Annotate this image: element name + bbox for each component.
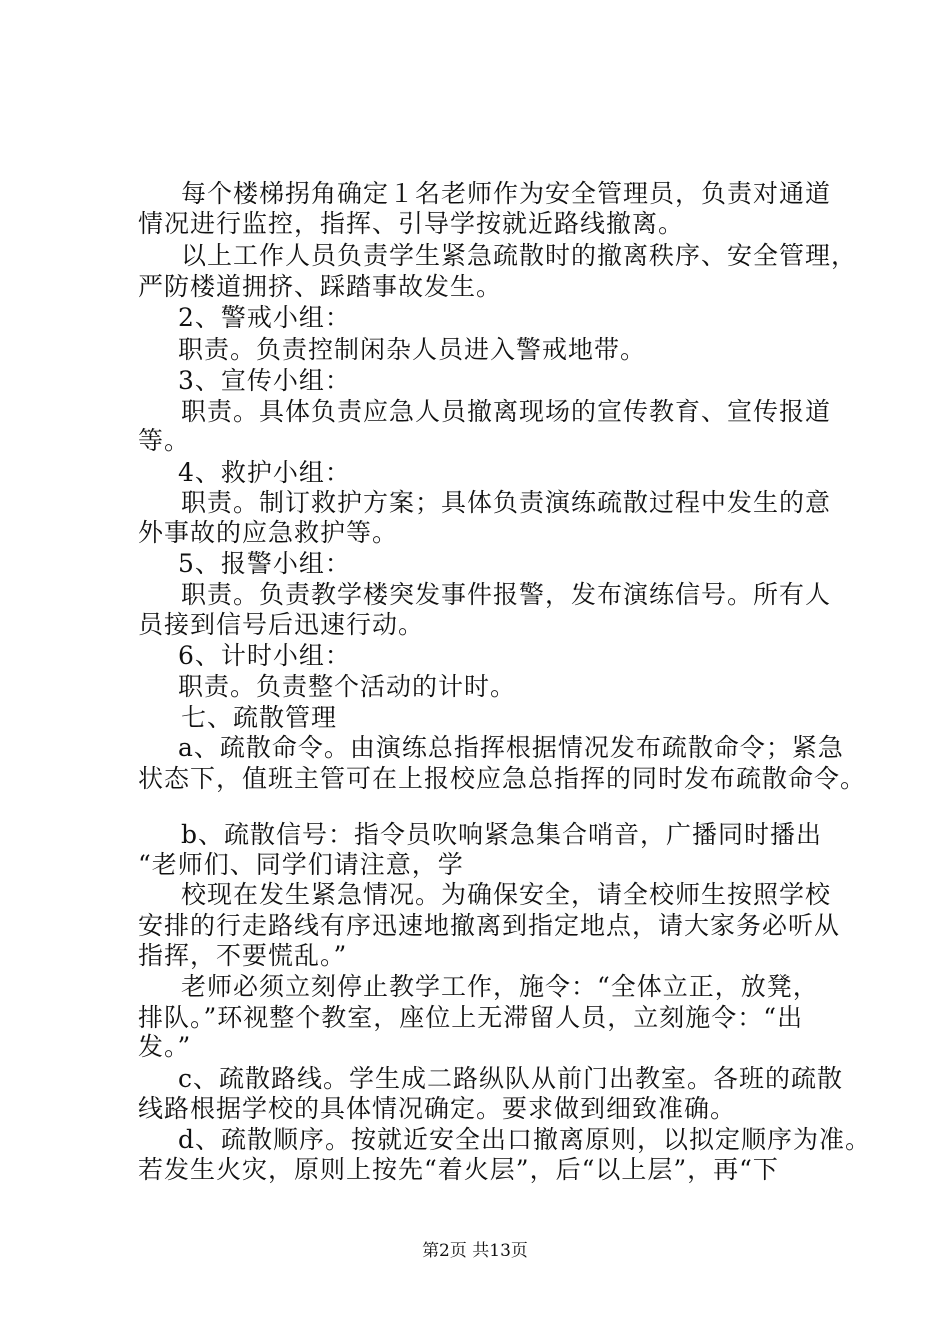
paragraph-line: 员接到信号后迅速行动。	[138, 610, 425, 639]
paragraph-line: 状态下，值班主管可在上报校应急总指挥的同时发布疏散命令。	[138, 764, 867, 793]
paragraph-line: 发。”	[138, 1032, 192, 1061]
section-heading: 5、报警小组：	[178, 549, 351, 578]
section-heading: 6、计时小组：	[178, 641, 351, 670]
paragraph-line: 职责。具体负责应急人员撤离现场的宣传教育、宣传报道	[181, 397, 832, 426]
paragraph-line: d、疏散顺序。按就近安全出口撤离原则，以拟定顺序为准。	[178, 1125, 872, 1154]
paragraph-line: a、疏散命令。由演练总指挥根据情况发布疏散命令；紧急	[178, 733, 844, 762]
section-heading: 七、疏散管理	[181, 703, 338, 732]
section-heading: 3、宣传小组：	[178, 366, 351, 395]
paragraph-line: 线路根据学校的具体情况确定。要求做到细致准确。	[138, 1094, 737, 1123]
paragraph-line: 职责。制订救护方案；具体负责演练疏散过程中发生的意	[181, 488, 832, 517]
paragraph-line: 职责。负责整个活动的计时。	[178, 672, 517, 701]
paragraph-line: 等。	[138, 426, 191, 455]
paragraph-line: 指挥，不要慌乱。”	[138, 941, 348, 970]
paragraph-line: 校现在发生紧急情况。为确保安全，请全校师生按照学校	[181, 880, 832, 909]
paragraph-line: 严防楼道拥挤、踩踏事故发生。	[138, 272, 503, 301]
paragraph-line: b、疏散信号：指令员吹响紧急集合哨音，广播同时播出	[181, 820, 823, 849]
paragraph-line: 安排的行走路线有序迅速地撤离到指定地点，请大家务必听从	[138, 911, 841, 940]
paragraph-line: 情况进行监控，指挥、引导学按就近路线撤离。	[138, 209, 685, 238]
paragraph-line: 每个楼梯拐角确定１名老师作为安全管理员，负责对通道	[181, 179, 832, 208]
paragraph-line: c、疏散路线。学生成二路纵队从前门出教室。各班的疏散	[178, 1064, 844, 1093]
section-heading: 2、警戒小组：	[178, 303, 351, 332]
paragraph-line: 外事故的应急救护等。	[138, 518, 399, 547]
paragraph-line: 职责。负责教学楼突发事件报警，发布演练信号。所有人	[181, 580, 832, 609]
paragraph-line: 排队。”环视整个教室，座位上无滞留人员，立刻施令：“出	[138, 1003, 804, 1032]
paragraph-line: 职责。负责控制闲杂人员进入警戒地带。	[178, 335, 647, 364]
section-heading: 4、救护小组：	[178, 458, 351, 487]
paragraph-line: 若发生火灾，原则上按先“着火层”，后“以上层”，再“下	[138, 1155, 779, 1184]
paragraph-line: 老师必须立刻停止教学工作，施令：“全体立正，放凳，	[181, 972, 819, 1001]
paragraph-line: “老师们、同学们请注意，学	[138, 850, 464, 879]
paragraph-line: 以上工作人员负责学生紧急疏散时的撤离秩序、安全管理，	[181, 241, 858, 270]
page-number: 第2页 共13页	[422, 1241, 528, 1261]
